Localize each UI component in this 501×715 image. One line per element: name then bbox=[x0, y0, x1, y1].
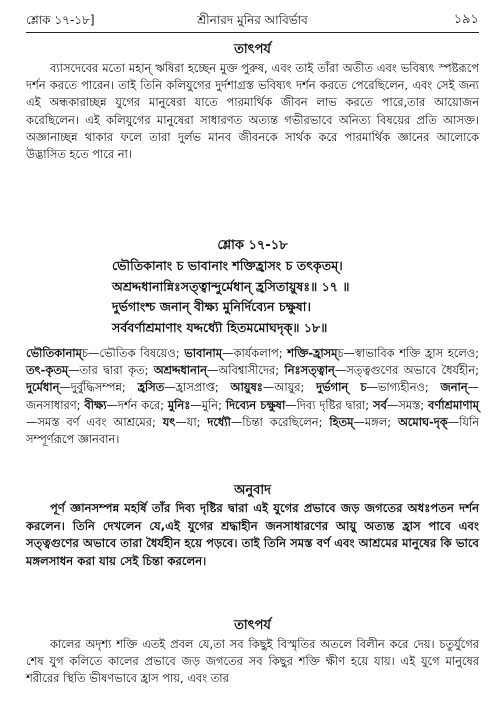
header-chapter-title: শ্রীনারদ মুনির আবির্ভাব bbox=[197, 13, 308, 27]
synonym-word: নিঃসত্ত্বান্‌ bbox=[284, 363, 335, 378]
word-synonyms bbox=[26, 345, 479, 448]
synonym-meaning: —মুনি; bbox=[190, 397, 226, 412]
synonym-meaning: —যা; bbox=[175, 414, 208, 429]
synonym-word: অমোঘ-দৃক্‌ bbox=[397, 414, 448, 429]
running-header bbox=[26, 8, 479, 30]
synonym-word: জনান্‌ bbox=[440, 380, 468, 395]
synonym-word: হ্রসিত bbox=[137, 380, 165, 395]
synonym-word: ভাবানাম্‌ bbox=[184, 346, 223, 360]
synonym-meaning: —আয়ুর; bbox=[262, 380, 317, 395]
synonym-word: অশ্রদ্দধানান্‌ bbox=[153, 363, 207, 378]
synonym-meaning: —যিনি সম্পূর্ণরূপে জ্ঞানবান। bbox=[26, 414, 480, 447]
translation-paragraph: পূর্ণ জ্ঞানসম্পন্ন মহর্ষি তাঁর দিব্য দৃষ্টির দ্বারা এই যুগের প্রভাবে জড় জগতের অধঃপতন দর্শন করলেন। তিনি দেখলেন যে,এই যুগের শ্রদ্ধাহীন জনসাধারণের আয়ু অত্যন্ত হ্রাস পাবে এবং সত্ত্বগুণের অভাবে তারা ধৈর্যহীন হয়ে পড়বে। তাই তিনি সমস্ত বর্ণ এবং আশ্রমের মানুষের কি ভাবে মঙ্গলসাধন করা যায় সেই চিন্তা করলেন। bbox=[26, 501, 479, 568]
synonym-word: দুর্মেধান্‌ bbox=[26, 380, 60, 395]
synonym-meaning: —দর্শন করে; bbox=[106, 397, 168, 412]
synonym-word: বীক্ষ্য bbox=[84, 397, 107, 412]
synonym-word: ভৌতিকানাম্‌ bbox=[26, 346, 82, 360]
synonym-word: দধ্যৌ bbox=[207, 414, 231, 429]
synonym-word: যৎ bbox=[162, 414, 176, 429]
synonym-meaning: —সত্ত্বগুণের অভাবে ধৈর্যহীন; bbox=[334, 363, 479, 378]
synonym-word: মুনিঃ bbox=[167, 397, 191, 412]
synonym-word: হিতম্‌ bbox=[329, 414, 354, 429]
translation-heading: অনুবাদ bbox=[234, 483, 271, 498]
synonym-meaning: —তার দ্বারা কৃত; bbox=[68, 363, 154, 378]
synonym-meaning: —মঙ্গল; bbox=[353, 414, 398, 429]
synonym-word: দুর্ভগান্‌ চ bbox=[316, 380, 367, 395]
synonym-meaning: চ—স্বাভাবিক শক্তি হ্রাস হলেও; bbox=[337, 346, 479, 360]
synonym-meaning: —জনসাধারণ; bbox=[26, 380, 479, 412]
verse-line: সর্ববর্ণাশ্রমাণাং যদ্দধ্যৌ হিতমমোঘদৃক্‌॥ ১৮॥ bbox=[112, 319, 328, 335]
purport-paragraph-2: কালের অদৃশ্য শক্তি এতই প্রবল যে,তা সব কিছুই বিস্মৃতির অতলে বিলীন করে দেয়। চতুর্যুগের শেষ যুগ কলিতে কালের প্রভাবে জড় জগতের সব কিছুর শক্তি ক্ষীণ হয়ে যায়। এই যুগে মানুষের শরীরের স্থিতি ভীষণভাবে হ্রাস পায়, এবং তার bbox=[26, 637, 479, 686]
synonym-word: দিব্যেন চক্ষুষা bbox=[225, 397, 286, 412]
purport-paragraph: ব্যাসদেবের মতো মহান্‌ ঋষিরা হচ্ছেন মুক্ত পুরুষ, এবং তাই তাঁরা অতীত এবং ভবিষ্যৎ স্পষ্টরূপে দর্শন করতে পারেন। তাই তিনি কলিযুগের দুর্দশাগ্রস্ত ভবিষ্যৎ দর্শন করতে পেরেছিলেন, এবং সেই জন্য এই অন্ধকারাচ্ছন্ন যুগের মানুষেরা যাতে পারমার্থিক জীবন লাভ করতে পারে,তার আয়োজন করেছিলেন। এই কলিযুগের মানুষেরা সাধারণত অত্যন্ত গভীরভাবে অনিত্য বিষয়ের প্রতি আসক্ত। অজ্ঞানাচ্ছন্ন থাকার ফলে তারা দুর্লভ মানব জীবনকে সার্থক করে পারমার্থিক জ্ঞানের আলোকে উদ্ভাসিত হতে পারে না। bbox=[26, 61, 479, 162]
synonym-word: সর্ব bbox=[373, 397, 387, 412]
synonym-word: বর্ণাশ্রমাণাম্‌ bbox=[428, 397, 479, 412]
synonym-word: আয়ুষঃ bbox=[230, 380, 263, 395]
synonym-meaning: —দুর্বুদ্ধিসম্পন্ন; bbox=[59, 380, 138, 395]
synonym-meaning: —ভাগ্যহীনও; bbox=[366, 380, 441, 395]
synonym-meaning: —সমস্ত বর্ণ এবং আশ্রমের; bbox=[26, 414, 163, 429]
purport-heading-2: তাৎপর্য bbox=[234, 618, 271, 633]
verse-line: ভৌতিকানাং চ ভাবানাং শক্তিহ্রাসং চ তৎকৃতম্‌। bbox=[112, 258, 343, 273]
verse-heading: শ্লোক ১৭-১৮ bbox=[217, 238, 288, 253]
sanskrit-verse bbox=[112, 256, 479, 338]
verse-line: অশ্রদ্দধানান্নিঃসত্ত্বান্দুর্মেধান্‌ হ্রসিতায়ুষঃ॥ ১৭ ॥ bbox=[112, 278, 350, 294]
synonym-meaning: —হ্রাসপ্রাপ্ত; bbox=[164, 380, 231, 395]
synonym-meaning: —অবিশ্বাসীদের; bbox=[206, 363, 285, 378]
synonym-meaning: —সমস্ত; bbox=[386, 397, 429, 412]
header-divider bbox=[26, 32, 479, 33]
synonym-meaning: —কার্যকলাপ; bbox=[222, 346, 288, 360]
synonym-word: শক্তি-হ্রাসম্‌ bbox=[287, 346, 338, 360]
verse-line: দুর্ভগাংশ্চ জনান্‌ বীক্ষ্য মুনির্দিব্যেন চক্ষুষা। bbox=[112, 299, 311, 314]
synonym-meaning: চ—ভৌতিক বিষয়েও; bbox=[81, 346, 185, 360]
purport-heading: তাৎপর্য bbox=[234, 42, 271, 57]
synonym-meaning: —চিন্তা করেছিলেন; bbox=[230, 414, 330, 429]
header-verse-ref: শ্লোক ১৭-১৮] bbox=[26, 13, 95, 27]
page-number: ১৯১ bbox=[453, 12, 479, 27]
synonym-meaning: —দিব্য দৃষ্টির দ্বারা; bbox=[285, 397, 373, 412]
synonym-word: তৎ-কৃতম্‌ bbox=[26, 363, 69, 378]
